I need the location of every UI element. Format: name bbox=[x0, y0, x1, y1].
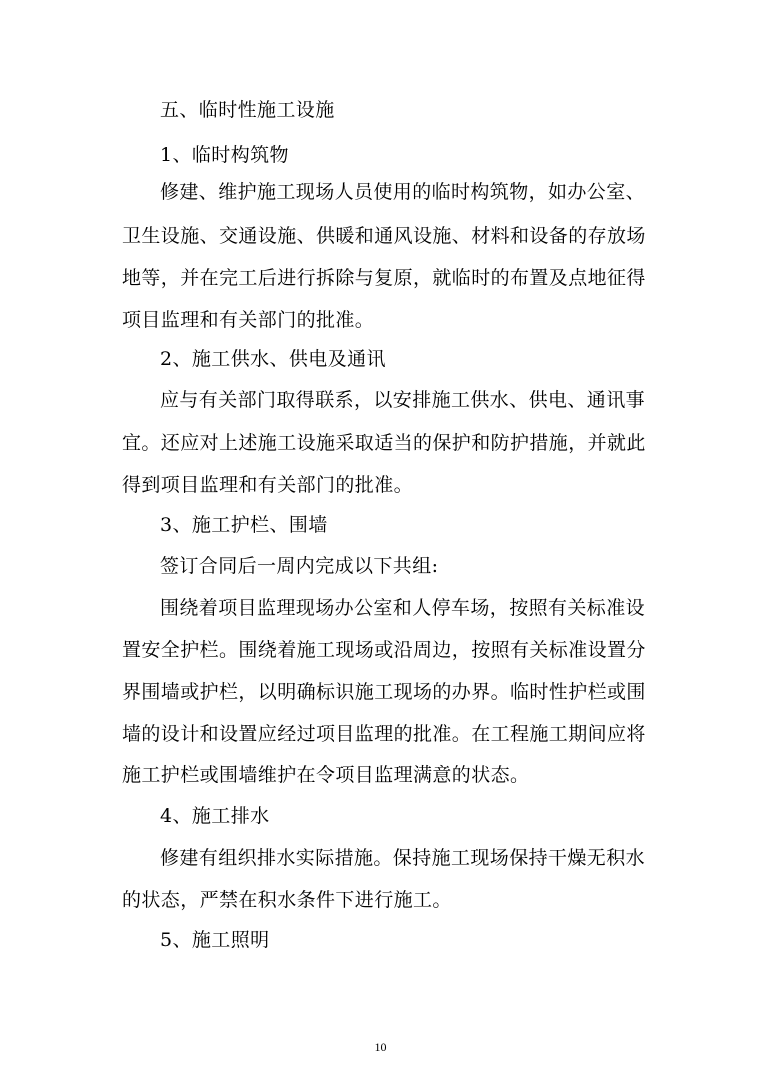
item-1-line-3: 地等，并在完工后进行拆除与复原，就临时的布置及点地征得 bbox=[122, 267, 646, 289]
item-2-line-3: 得到项目监理和有关部门的批准。 bbox=[122, 474, 414, 496]
item-1-heading: 1、临时构筑物 bbox=[160, 144, 289, 166]
item-3-line-3: 界围墙或护栏，以明确标识施工现场的办界。临时性护栏或围 bbox=[122, 681, 646, 703]
item-5-heading: 5、施工照明 bbox=[160, 929, 270, 951]
page-number: 10 bbox=[374, 1040, 387, 1054]
item-3-heading: 3、施工护栏、围墙 bbox=[160, 514, 328, 536]
item-3-intro: 签订合同后一周内完成以下共组: bbox=[160, 555, 439, 577]
item-2-line-2: 宜。还应对上述施工设施采取适当的保护和防护措施，并就此 bbox=[122, 432, 646, 454]
item-4-line-1: 修建有组织排水实际措施。保持施工现场保持干燥无积水 bbox=[160, 847, 646, 869]
section-heading: 五、临时性施工设施 bbox=[160, 99, 335, 121]
item-4-heading: 4、施工排水 bbox=[160, 805, 270, 827]
item-3-line-1: 围绕着项目监理现场办公室和人停车场，按照有关标准设 bbox=[160, 597, 646, 619]
item-1-line-1: 修建、维护施工现场人员使用的临时构筑物，如办公室、 bbox=[160, 181, 646, 203]
item-3-line-5: 施工护栏或围墙维护在令项目监理满意的状态。 bbox=[122, 764, 530, 786]
item-2-line-1: 应与有关部门取得联系，以安排施工供水、供电、通讯事 bbox=[160, 389, 646, 411]
item-3-line-2: 置安全护栏。围绕着施工现场或沿周边，按照有关标准设置分 bbox=[122, 639, 646, 661]
item-3-line-4: 墙的设计和设置应经过项目监理的批准。在工程施工期间应将 bbox=[122, 723, 646, 745]
item-2-heading: 2、施工供水、供电及通讯 bbox=[160, 348, 386, 370]
item-1-line-4: 项目监理和有关部门的批准。 bbox=[122, 309, 375, 331]
item-4-line-2: 的状态，严禁在积水条件下进行施工。 bbox=[122, 889, 452, 911]
item-1-line-2: 卫生设施、交通设施、供暖和通风设施、材料和设备的存放场 bbox=[122, 225, 646, 247]
